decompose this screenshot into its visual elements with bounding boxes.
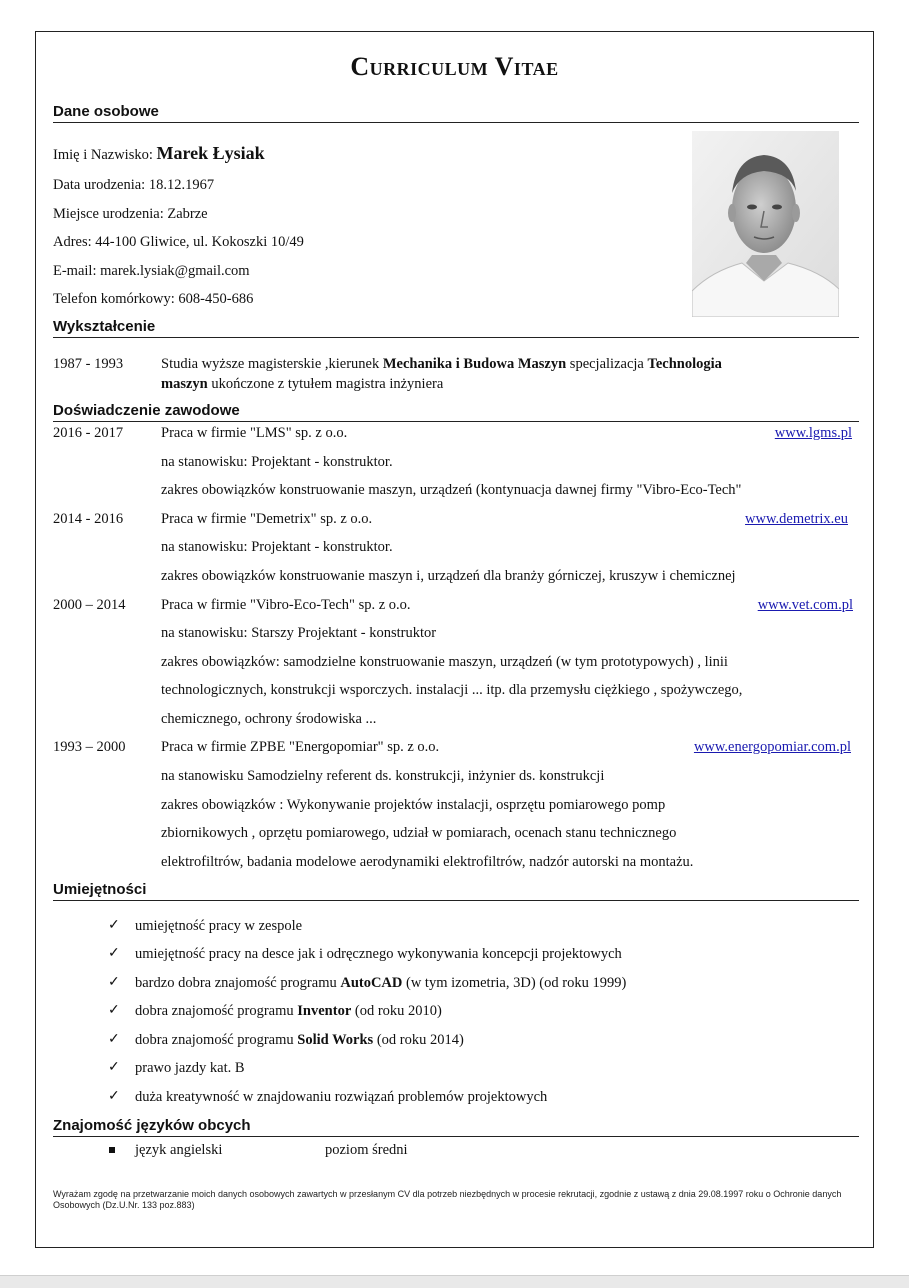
job-duties: zakres obowiązków : Wykonywanie projektów instalacji, osprzętu pomiarowego pomp [161,797,666,813]
skill-text: prawo jazdy kat. B [135,1060,245,1076]
job-company: Praca w firmie ZPBE "Energopomiar" sp. z o.o. [161,739,440,755]
job-duties: zakres obowiązków konstruowanie maszyn, urządzeń (kontynuacja dawnej firmy "Vibro-Eco-Tech" [161,482,742,498]
job-duties-continued: technologicznych, konstrukcji wsporczych. instalacji ... itp. dla przemysłu ciężkiego , spożywczego, [161,682,743,698]
skill-item [135,945,622,963]
education-field: Mechanika i Budowa Maszyn [382,356,567,372]
section-experience-heading: Doświadczenie zawodowe [53,402,859,422]
job-duties-continued: elektrofiltrów, badania modelowe aerodynamiki elektrofiltrów, nadzór autorski na montażu. [161,854,694,870]
skill-item [135,917,302,935]
email: E-mail: marek.lysiak@gmail.com [53,263,250,279]
name-label: Imię i Nazwisko: [53,147,153,163]
job-position: na stanowisku Samodzielny referent ds. konstrukcji, inżynier ds. konstrukcji [161,768,605,784]
birth-date: Data urodzenia: 18.12.1967 [53,177,215,193]
skill-software: Solid Works [297,1032,374,1048]
portrait-image [692,131,839,317]
skill-software: Inventor [297,1003,352,1019]
company-website-link[interactable]: www.lgms.pl [774,425,852,441]
skill-item [135,1031,464,1049]
square-bullet-icon [109,1147,115,1153]
viewer-bottom-strip [0,1275,909,1288]
language-name: język angielski [135,1142,223,1158]
company-website-link[interactable]: www.vet.com.pl [757,597,853,613]
address: Adres: 44-100 Gliwice, ul. Kokoszki 10/49 [53,234,304,250]
education-line-2 [161,375,443,393]
job-duties-continued: zbiornikowych , oprzętu pomiarowego, udział w pomiarach, ocenach stanu technicznego [161,825,677,841]
education-text-d: ukończone z tytułem magistra inżyniera [207,376,444,392]
check-mark-icon: ✓ [108,1003,120,1018]
job-duties-continued: chemicznego, ochrony środowiska ... [161,711,377,727]
check-mark-icon: ✓ [108,918,120,933]
birth-place: Miejsce urodzenia: Zabrze [53,206,208,222]
skill-text: umiejętność pracy w zespole [135,918,303,934]
job-position: na stanowisku: Projektant - konstruktor. [161,454,393,470]
skill-text: dobra znajomość programu [135,1032,298,1048]
check-mark-icon: ✓ [108,1089,120,1104]
skill-text-suffix: (w tym izometria, 3D) (od roku 1999) [402,975,627,991]
job-position: na stanowisku: Projektant - konstruktor. [161,539,393,555]
skill-item [135,1002,442,1020]
education-line-1 [161,355,722,373]
job-company: Praca w firmie "LMS" sp. z o.o. [161,425,348,441]
skill-text: bardzo dobra znajomość programu [135,975,341,991]
skill-software: AutoCAD [340,975,403,991]
check-mark-icon: ✓ [108,946,120,961]
skill-item [135,974,626,992]
name-line [53,144,265,164]
company-website-link[interactable]: www.energopomiar.com.pl [693,739,851,755]
job-company: Praca w firmie "Vibro-Eco-Tech" sp. z o.o. [161,597,411,613]
education-spec-a: Technologia [647,356,722,372]
skill-text: duża kreatywność w znajdowaniu rozwiązań problemów projektowych [135,1089,548,1105]
skill-item [135,1088,547,1106]
job-duties: zakres obowiązków konstruowanie maszyn i, urządzeń dla branży górniczej, kruszyw i chemicznej [161,568,736,584]
skill-text-suffix: (od roku 2014) [373,1032,464,1048]
skill-item [135,1059,245,1077]
language-level: poziom średni [325,1142,408,1158]
job-period: 2000 – 2014 [53,597,126,613]
phone: Telefon komórkowy: 608-450-686 [53,291,254,307]
skill-text: dobra znajomość programu [135,1003,298,1019]
job-period: 2016 - 2017 [53,425,124,441]
check-mark-icon: ✓ [108,1032,120,1047]
gdpr-consent-note: Wyrażam zgodę na przetwarzanie moich danych osobowych zawartych w przesłanym CV dla potrzeb niezbędnych w procesie rekrutacji, zgodnie z ustawą z dnia 29.08.1997 roku o Ochronie danych Osobowych (Dz.U.Nr. 133 poz.883) [53,1189,842,1210]
education-period: 1987 - 1993 [53,356,124,372]
skill-text-suffix: (od roku 2010) [351,1003,442,1019]
section-skills-heading: Umiejętności [53,881,859,901]
section-personal-heading: Dane osobowe [53,103,859,123]
name-value: Marek Łysiak [156,143,265,163]
job-period: 1993 – 2000 [53,739,126,755]
job-company: Praca w firmie "Demetrix" sp. z o.o. [161,511,373,527]
check-mark-icon: ✓ [108,1060,120,1075]
section-languages-heading: Znajomość języków obcych [53,1117,859,1137]
section-education-heading: Wykształcenie [53,318,859,338]
check-mark-icon: ✓ [108,975,120,990]
document-title: Curriculum Vitae [350,52,559,81]
job-duties: zakres obowiązków: samodzielne konstruowanie maszyn, urządzeń (w tym prototypowych) , linii [161,654,728,670]
education-spec-b: maszyn [161,376,208,392]
education-text-a: Studia wyższe magisterskie ,kierunek [161,356,383,372]
company-website-link[interactable]: www.demetrix.eu [745,511,848,527]
job-position: na stanowisku: Starszy Projektant - konstruktor [161,625,437,641]
profile-photo [692,131,839,317]
job-period: 2014 - 2016 [53,511,124,527]
education-text-c: specjalizacja [566,356,648,372]
skill-text: umiejętność pracy na desce jak i odręcznego wykonywania koncepcji projektowych [135,946,622,962]
